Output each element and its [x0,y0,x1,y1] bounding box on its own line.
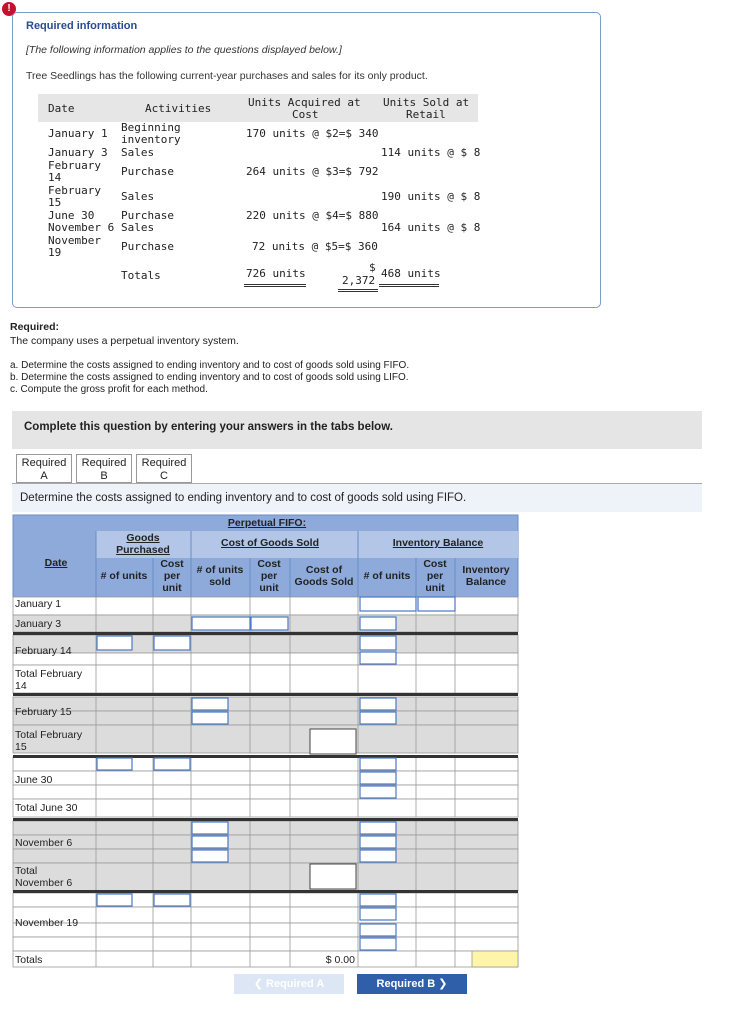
cogs-cost-per-unit-header [250,558,288,594]
activity-date: January 3 [48,146,108,159]
answer-input[interactable] [360,698,396,710]
col-header-sold-l1: Units Sold at [383,96,470,109]
totals-sold-units: 468 units [381,267,441,280]
next-required-b-button[interactable] [357,974,467,994]
activity-sold: 114 units @ $ 8 [381,146,481,159]
label-line: 15 [15,741,27,753]
header-line: Balance [465,576,507,588]
answer-input[interactable] [360,850,396,862]
table-row [13,757,518,771]
row-label-nov19: November 19 [15,917,79,929]
required-b: b. Determine the costs assigned to ending inventory and to cost of goods sold using LIFO. [10,372,409,383]
answer-input[interactable] [360,772,396,784]
row-label-total-feb15 [15,729,82,753]
activity-type: Sales [121,190,155,203]
table-row [13,907,518,923]
prev-button-label: Required A [266,978,325,990]
activity-date: February 15 [48,184,101,209]
fifo-title: Perpetual FIFO: [227,517,307,529]
row-label-total-feb14 [15,668,82,692]
table-row [13,893,518,907]
col-header-acquired-l1: Units Acquired at [248,96,361,109]
header-line: unit [162,582,182,594]
answer-input[interactable] [360,617,396,630]
info-italic-note: [The following information applies to the questions displayed below.] [26,44,342,56]
activity-type: Purchase [121,240,174,253]
answer-input[interactable] [192,712,228,724]
answer-input[interactable] [360,822,396,834]
row-label-feb15: February 15 [15,706,72,718]
info-title: Required information [26,20,138,32]
header-line: # of units [196,564,244,576]
activity-type: Beginning inventory [121,121,181,146]
total-cogs-input[interactable] [310,729,356,754]
alert-icon: ! [2,2,16,16]
units-sold-header [191,564,249,588]
section-separator [13,890,518,893]
activity-type: Purchase [121,165,174,178]
answer-input[interactable] [192,850,228,862]
total-cogs-value: $ 0.00 [325,954,355,966]
answer-input[interactable] [360,712,396,724]
inventory-balance-header: Inventory Balance [392,537,484,549]
header-line: sold [209,576,231,588]
answer-input[interactable] [154,758,190,770]
tab-label: Required [21,457,67,469]
row-label-jan3: January 3 [15,618,62,630]
section-separator [13,818,518,821]
activity-date: November 19 [48,234,101,259]
table-row [13,863,518,891]
answer-input[interactable] [192,822,228,834]
answer-input[interactable] [154,636,190,650]
tab-instruction: Determine the costs assigned to ending inventory and to cost of goods sold using FIFO. [20,492,467,504]
activity-sold: 190 units @ $ 8 [381,190,481,203]
inventory-balance-col-header [455,564,517,588]
table-row [13,697,518,711]
answer-input[interactable] [360,938,396,950]
answer-input[interactable] [192,836,228,848]
activity-date: June 30 [48,209,95,222]
table-row [13,665,518,693]
balance-cost-per-unit-header [416,558,454,594]
table-row [13,821,518,835]
answer-input[interactable] [360,597,416,611]
tab-label: B [100,470,108,482]
answer-input[interactable] [360,894,396,906]
section-separator [13,632,518,635]
answer-input[interactable] [360,758,396,770]
row-label-jan1: January 1 [15,598,62,610]
answer-input[interactable] [360,636,396,650]
activity-type: Sales [121,146,155,159]
chevron-left-icon: ❮ [253,978,263,990]
tab-label: Required [81,457,127,469]
header-line: Cost [160,558,184,570]
prev-required-a-button[interactable] [234,974,344,994]
date-header: Date [44,557,68,569]
totals-acquired-units: 726 units [246,267,306,280]
goods-purchased-header: Goods Purchased [116,532,170,556]
table-row [13,849,518,863]
table-row [13,711,518,725]
activity-type: Purchase [121,209,174,222]
label-line: Total February [15,668,83,680]
table-row [13,785,518,799]
cost-of-goods-sold-header [290,564,358,588]
cogs-header: Cost of Goods Sold [221,537,319,549]
answer-input[interactable] [192,698,228,710]
activity-acquired: 170 units @ $2=$ 340 [246,127,379,140]
col-header-sold-l2: Retail [406,108,446,121]
header-line: unit [425,582,445,594]
required-label: Required: [10,321,60,333]
answer-input[interactable] [418,597,455,611]
header-line: Cost [423,558,447,570]
answer-input[interactable] [97,758,132,770]
tab-label: A [40,470,48,482]
totals-cost-sign: $ [369,261,376,274]
answer-input[interactable] [154,894,190,906]
table-row [13,835,518,849]
header-line: per [163,570,181,582]
activity-acquired: 220 units @ $4=$ 880 [246,209,379,222]
col-header-acquired-l2: Cost [292,108,319,121]
row-label-totals: Totals [15,954,43,966]
header-line: Cost [257,558,281,570]
next-button-label: Required B [376,978,436,990]
chevron-right-icon: ❯ [438,978,448,990]
activity-sold: 164 units @ $ 8 [381,221,481,234]
header-line: Goods Sold [294,576,354,588]
complete-question-bar: Complete this question by entering your answers in the tabs below. [12,411,702,449]
answer-input[interactable] [97,894,132,906]
col-header-activities: Activities [145,102,212,115]
totals-label: Totals [121,269,161,282]
info-description: Tree Seedlings has the following current-year purchases and sales for its only product. [26,70,428,82]
header-line: Inventory [462,564,510,576]
table-row [13,799,518,817]
total-inventory-balance-cell [472,951,518,967]
total-cogs-input[interactable] [310,864,356,889]
section-separator [13,755,518,758]
activity-acquired: 72 units @ $5=$ 360 [252,240,378,253]
table-row [13,923,518,937]
table-row [13,725,518,753]
row-label-nov6: November 6 [15,837,73,849]
table-row [13,937,518,951]
header-line: Cost of [305,564,343,576]
units-balance-header: # of units [363,570,411,582]
header-line: unit [259,582,279,594]
answer-input[interactable] [360,836,396,848]
row-label-total-jun30: Total June 30 [15,802,78,814]
activity-acquired: 264 units @ $3=$ 792 [246,165,379,178]
answer-input[interactable] [360,786,396,798]
row-label-feb14: February 14 [15,645,72,657]
row-label-total-nov6 [15,865,72,889]
col-header-date: Date [48,102,75,115]
answer-input[interactable] [192,617,250,630]
table-row [13,635,518,653]
answer-input[interactable] [360,652,396,664]
row-label-jun30: June 30 [15,774,53,786]
table-row [13,951,518,967]
totals-acquired-cost: 2,372 [342,274,376,287]
answer-input[interactable] [360,924,396,936]
answer-input[interactable] [360,908,396,920]
required-c: c. Compute the gross profit for each method. [10,384,208,395]
units-purchased-header: # of units [100,570,148,582]
table-row [13,771,518,785]
tab-label: C [160,470,168,482]
required-a: a. Determine the costs assigned to ending inventory and to cost of goods sold using FIFO. [10,360,410,371]
tab-label: Required [141,457,187,469]
label-line: November 6 [15,877,73,889]
header-line: per [426,570,444,582]
activity-type: Sales [121,221,155,234]
activity-date: November 6 [48,221,115,234]
activity-date: January 1 [48,127,108,140]
section-separator [13,693,518,696]
label-line: Total February [15,729,83,741]
required-text: The company uses a perpetual inventory system. [10,335,239,347]
answer-input[interactable] [97,636,132,650]
activity-date: February 14 [48,159,101,184]
label-line: Total [15,865,38,877]
answer-input[interactable] [251,617,288,630]
cost-per-unit-header [153,558,191,594]
label-line: 14 [15,680,27,692]
table-row [13,653,518,665]
header-line: per [260,570,278,582]
